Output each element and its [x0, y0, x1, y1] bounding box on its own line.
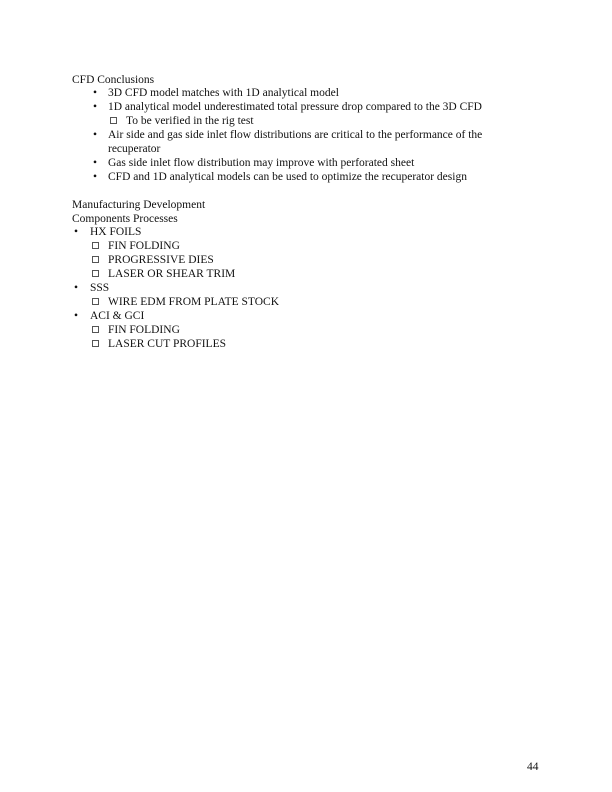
bullet-icon: • — [93, 157, 98, 169]
page-number: 44 — [527, 761, 539, 773]
process-item: LASER CUT PROFILES — [108, 338, 227, 350]
bullet-icon: • — [93, 101, 98, 113]
cfd-item: CFD and 1D analytical models can be used to optimize the recuperator design — [108, 171, 467, 183]
cfd-item: 3D CFD model matches with 1D analytical model — [108, 87, 339, 99]
cfd-item: Gas side inlet flow distribution may improve with perforated sheet — [108, 157, 415, 169]
cfd-heading: CFD Conclusions — [72, 74, 155, 86]
bullet-icon: • — [93, 129, 98, 141]
checkbox-square-icon — [92, 295, 99, 309]
process-item: FIN FOLDING — [108, 324, 180, 336]
bullet-icon: • — [93, 87, 98, 99]
checkbox-square-icon — [92, 239, 99, 253]
process-item: FIN FOLDING — [108, 240, 180, 252]
checkbox-square-icon — [92, 267, 99, 281]
checkbox-square-icon — [92, 337, 99, 351]
process-item: LASER OR SHEAR TRIM — [108, 268, 236, 280]
checkbox-square-icon — [110, 114, 117, 128]
cfd-item-continuation: recuperator — [108, 143, 161, 155]
bullet-icon: • — [93, 171, 98, 183]
process-item: PROGRESSIVE DIES — [108, 254, 214, 266]
process-group-label: HX FOILS — [90, 226, 142, 238]
cfd-item: 1D analytical model underestimated total pressure drop compared to the 3D CFD — [108, 101, 482, 113]
checkbox-square-icon — [92, 323, 99, 337]
manufacturing-subheading: Components Processes — [72, 213, 178, 225]
bullet-icon: • — [74, 310, 79, 322]
manufacturing-heading: Manufacturing Development — [72, 199, 206, 211]
bullet-icon: • — [74, 282, 79, 294]
process-group-label: SSS — [90, 282, 110, 294]
checkbox-square-icon — [92, 253, 99, 267]
cfd-subitem: To be verified in the rig test — [126, 115, 254, 127]
bullet-icon: • — [74, 226, 79, 238]
process-group-label: ACI & GCI — [90, 310, 145, 322]
cfd-item: Air side and gas side inlet flow distributions are critical to the performance of the — [108, 129, 483, 141]
process-item: WIRE EDM FROM PLATE STOCK — [108, 296, 280, 308]
